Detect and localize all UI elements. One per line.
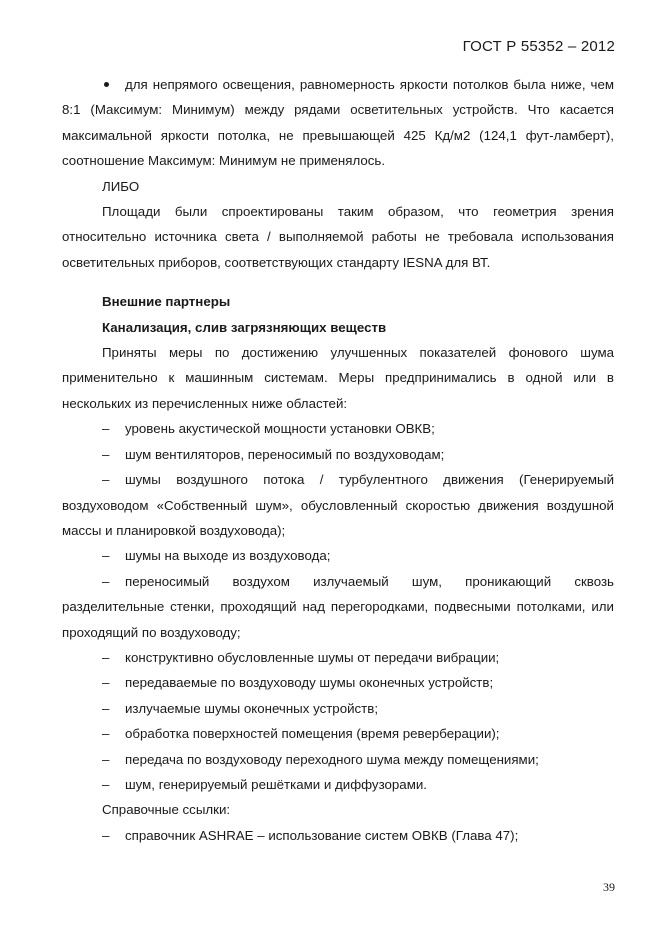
list-item <box>62 442 614 467</box>
bullet-text: для непрямого освещения, равномерность яркости потолков была ниже, чем 8:1 (Максимум: Минимум) между рядами осветительных устройств. Что касается максимальной яркости потолка, не превышающей 425 Кд/м2 (124,1 фут-ламберт), соотношение Максимум: Минимум не применялось. <box>62 77 614 169</box>
section-heading-partners: Внешние партнеры <box>102 294 231 310</box>
areas-paragraph: Площади были спроектированы таким образом, что геометрия зрения относительно источника света / выполняемой работы не требовала использования осветительных приборов, соответствующих стандарту IESNA для ВТ. <box>62 204 614 270</box>
list-item <box>62 747 614 772</box>
dash-marker: – <box>102 700 110 716</box>
bullet-icon <box>104 82 109 87</box>
list-item <box>62 467 614 543</box>
list-item-text: обработка поверхностей помещения (время реверберации); <box>125 726 500 742</box>
dash-marker: – <box>102 421 110 437</box>
list-item-text: шумы воздушного потока / турбулентного движения (Генерируемый воздуховодом «Собственный шум», обусловленный скоростью движения воздушной массы и планировкой воздуховода); <box>62 472 614 538</box>
section-gap <box>62 275 614 289</box>
references-list <box>62 823 614 848</box>
list-item-text: переносимый воздухом излучаемый шум, проникающий сквозь разделительные стенки, проходящий над перегородками, подвесными потолками, или проходящий по воздуховоду; <box>62 573 614 640</box>
page-body <box>62 72 614 848</box>
bullet-paragraph <box>62 72 614 174</box>
list-item <box>62 772 614 797</box>
libo-label: ЛИБО <box>102 178 140 194</box>
dash-marker: – <box>102 472 110 488</box>
dash-marker: – <box>102 751 110 767</box>
page-number: 39 <box>603 880 615 894</box>
list-item <box>62 645 614 670</box>
list-item-text: передача по воздуховоду переходного шума между помещениями; <box>125 751 539 767</box>
dash-marker: – <box>102 726 110 742</box>
list-item <box>62 543 614 568</box>
list-item <box>62 823 614 848</box>
list-item <box>62 696 614 721</box>
list-item-text: конструктивно обусловленные шумы от передачи вибрации; <box>125 649 500 665</box>
dash-marker: – <box>102 649 110 665</box>
dash-marker: – <box>102 827 110 843</box>
list-item-text: шумы на выходе из воздуховода; <box>125 548 331 564</box>
list-item <box>62 721 614 746</box>
list-item-text: шум, генерируемый решётками и диффузорами. <box>125 776 427 792</box>
measures-list <box>62 416 614 797</box>
list-item-text: справочник ASHRAE – использование систем ОВКВ (Глава 47); <box>125 827 519 843</box>
list-item <box>62 416 614 441</box>
dash-marker: – <box>102 573 110 589</box>
dash-marker: – <box>102 446 110 462</box>
list-item-text: излучаемые шумы оконечных устройств; <box>125 700 379 716</box>
list-item <box>62 569 614 645</box>
list-item-text: передаваемые по воздуховоду шумы оконечных устройств; <box>125 675 494 691</box>
references-label: Справочные ссылки: <box>102 802 231 818</box>
list-item-text: шум вентиляторов, переносимый по воздуховодам; <box>125 446 445 462</box>
dash-marker: – <box>102 548 110 564</box>
measures-paragraph: Приняты меры по достижению улучшенных показателей фонового шума применительно к машинным системам. Меры предпринимались в одной или в нескольких из перечисленных ниже областей: <box>62 345 614 411</box>
document-header: ГОСТ Р 55352 – 2012 <box>462 38 615 55</box>
section-heading-sewer: Канализация, слив загрязняющих веществ <box>102 319 387 335</box>
dash-marker: – <box>102 776 110 792</box>
list-item <box>62 670 614 695</box>
dash-marker: – <box>102 675 110 691</box>
list-item-text: уровень акустической мощности установки ОВКВ; <box>125 421 435 437</box>
